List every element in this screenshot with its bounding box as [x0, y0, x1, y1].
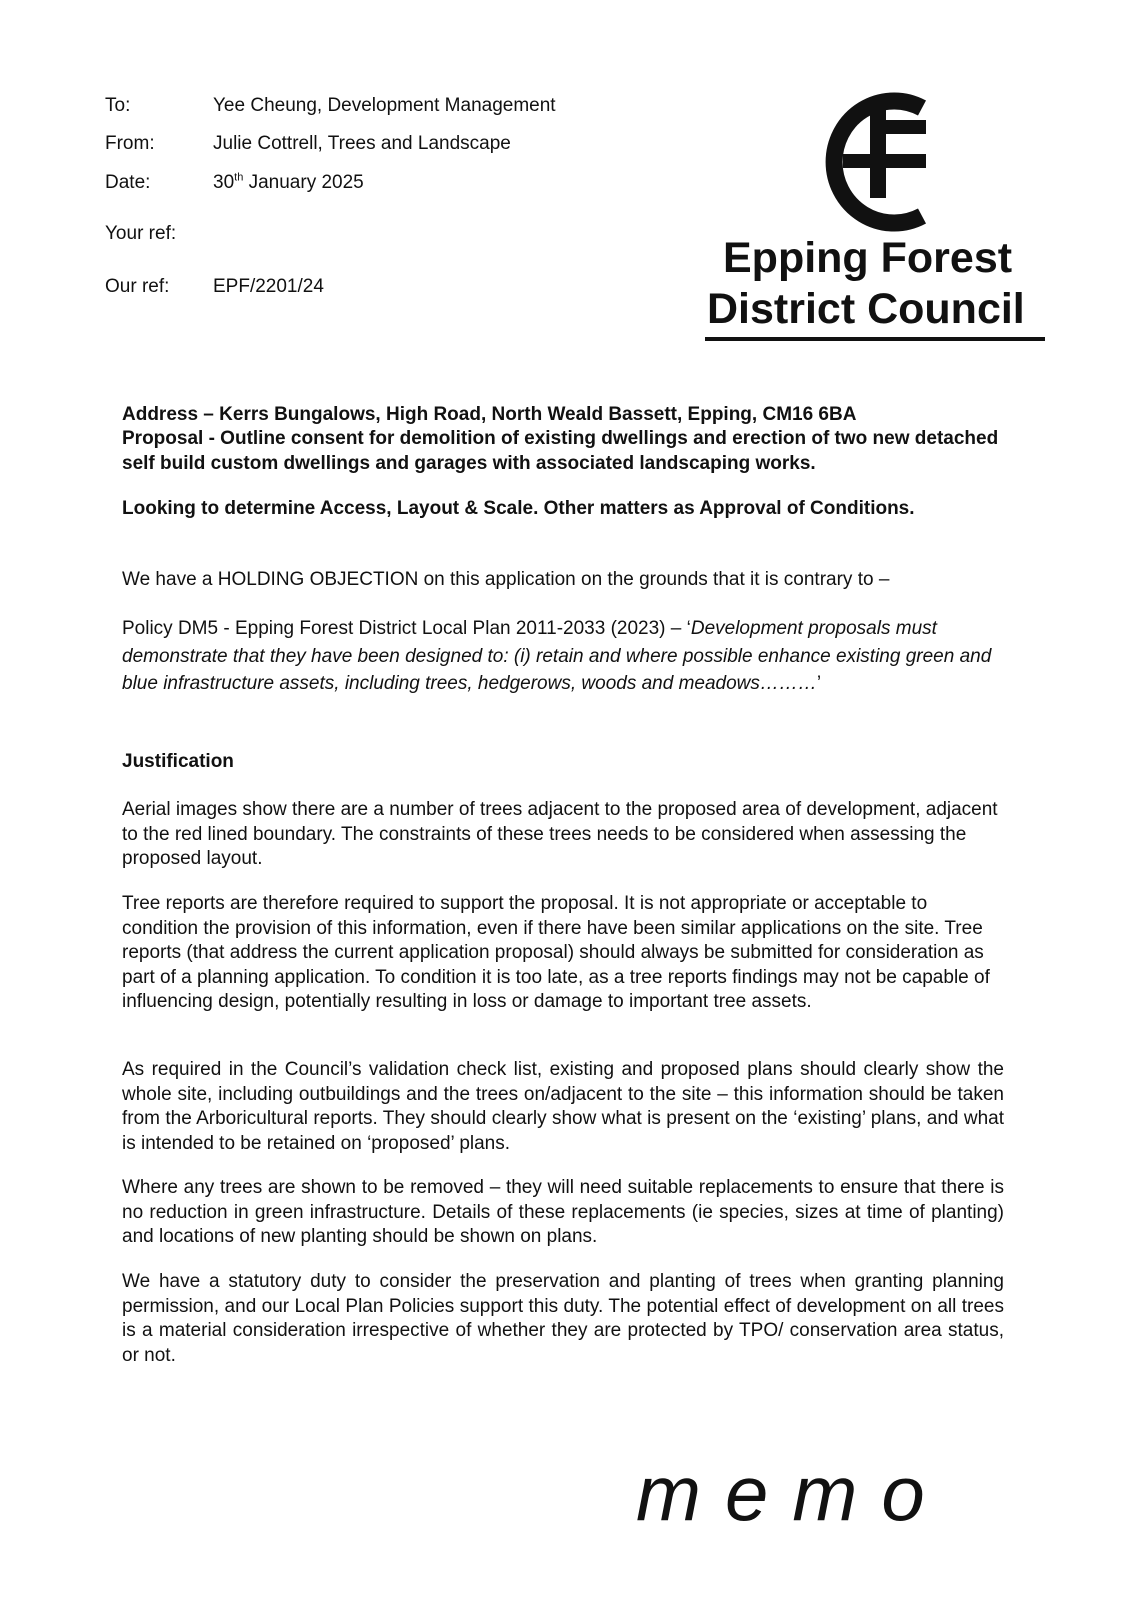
to-label: To:: [105, 95, 131, 116]
address-line: Address – Kerrs Bungalows, High Road, North Weald Bassett, Epping, CM16 6BA: [122, 404, 857, 425]
memo-footer: memo: [636, 1449, 949, 1537]
logo-title-line1: Epping Forest: [723, 234, 1013, 282]
objection-statement: We have a HOLDING OBJECTION on this application on the grounds that it is contrary to –: [122, 569, 890, 590]
to-value: Yee Cheung, Development Management: [213, 95, 556, 116]
proposal-line: Proposal - Outline consent for demolition of existing dwellings and erection of two new detached self build custom dwellings and garages with associated landscaping works.: [122, 428, 999, 474]
justification-para-1: Aerial images show there are a number of trees adjacent to the proposed area of development, adjacent to the red lined boundary. The constraints of these trees needs to be considered when assessing the proposed layout.: [122, 799, 998, 869]
policy-paragraph: [122, 615, 1004, 698]
justification-para-4: Where any trees are shown to be removed – they will need suitable replacements to ensure that there is no reduction in green infrastructure. Details of these replacements (ie species, sizes at time of planting) and locations of new planting should be shown on plans.: [122, 1177, 1004, 1247]
date-label: Date:: [105, 172, 151, 193]
date-day: 30: [213, 172, 235, 193]
logo-underline: [705, 337, 1045, 341]
our-ref-value: EPF/2201/24: [213, 276, 324, 297]
justification-heading: Justification: [122, 751, 234, 772]
logo-title-line2: District Council: [707, 285, 1025, 333]
your-ref-label: Your ref:: [105, 223, 177, 244]
efdc-logo-icon: [810, 92, 930, 232]
policy-close: ’: [816, 673, 822, 694]
our-ref-label: Our ref:: [105, 276, 170, 297]
determine-line: Looking to determine Access, Layout & Scale. Other matters as Approval of Conditions.: [122, 498, 915, 519]
justification-para-5: We have a statutory duty to consider the preservation and planting of trees when granting planning permission, and our Local Plan Policies support this duty. The potential effect of development on all trees is a material consideration irrespective of whether they are protected by TPO/ conservation area status, or not.: [122, 1271, 1004, 1366]
date-month-year: January 2025: [243, 172, 364, 193]
policy-quote: Development proposals must demonstrate that they have been designed to: (i) retain and where possible enhance existing green and blue infrastructure assets, including trees, hedgerows, woods and meadows………: [122, 618, 992, 694]
policy-intro: Policy DM5 - Epping Forest District Local Plan 2011-2033 (2023) – ‘: [122, 618, 691, 639]
from-value: Julie Cottrell, Trees and Landscape: [213, 133, 511, 154]
from-label: From:: [105, 133, 155, 154]
date-suffix: th: [234, 171, 244, 184]
date-value: [213, 172, 364, 194]
justification-para-2: Tree reports are therefore required to support the proposal. It is not appropriate or acceptable to condition the provision of this information, even if there have been similar applications on the site. Tree reports (that address the current application proposal) should always be submitted for consideration as part of a planning application. To condition it is too late, as a tree reports findings may not be capable of influencing design, potentially resulting in loss or damage to important tree assets.: [122, 893, 990, 1012]
justification-para-3: As required in the Council’s validation check list, existing and proposed plans should clearly show the whole site, including outbuildings and the trees on/adjacent to the site – this information should be taken from the Arboricultural reports. They should clearly show what is present on the ‘existing’ plans, and what is intended to be retained on ‘proposed’ plans.: [122, 1059, 1004, 1154]
